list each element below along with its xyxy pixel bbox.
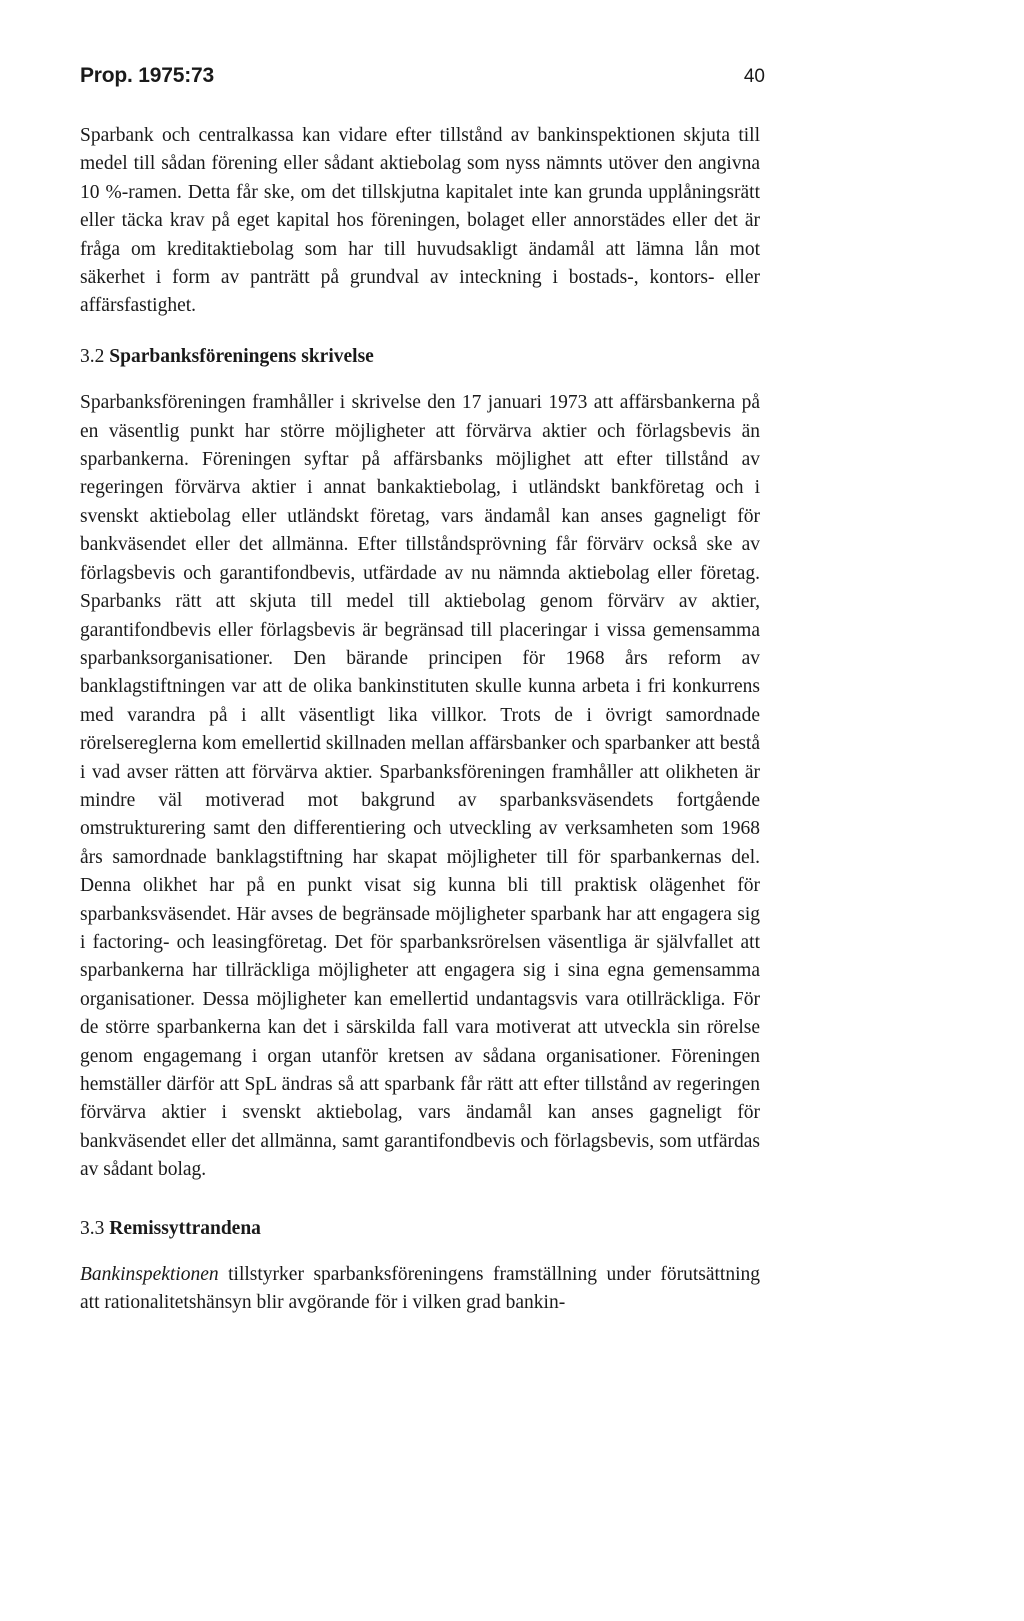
- section-number: 3.2: [80, 345, 105, 367]
- paragraph-intro: Sparbank och centralkassa kan vidare efter tillstånd av bankinspektionen skjuta till medel till sådan förening eller sådant aktiebolag som nyss nämnts utöver den angivna 10 %-ramen. Detta får ske, om det tillskjutna kapitalet inte kan grunda upplåningsrätt eller täcka krav på eget kapital hos föreningen, bolaget eller annorstädes eller det är fråga om kreditaktiebolag som har till huvudsakligt ändamål att lämna lån mot säkerhet i form av panträtt på grundval av inteckning i bostads-, kontors- eller affärsfastighet.: [80, 125, 760, 317]
- italic-term: Bankinspektionen: [80, 1264, 219, 1286]
- document-page: [80, 64, 765, 1318]
- document-reference: Prop. 1975:73: [80, 64, 214, 87]
- section-number: 3.3: [80, 1217, 105, 1239]
- section-heading-3-3: [80, 1215, 760, 1243]
- paragraph-text: tillstyrker sparbanksföreningens framställning under förutsättning att rationalitetshänsyn blir avgörande för i vilken grad bankin-: [80, 1264, 760, 1314]
- paragraph-section-3-2: Sparbanksföreningen framhåller i skrivelse den 17 januari 1973 att affärsbankerna på en väsentlig punkt har större möjligheter att förvärva aktier och förlagsbevis än sparbankerna. Föreningen syftar på affärsbanks möjlighet att efter tillstånd av regeringen förvärva aktier i annat bankaktiebolag, i utländskt bankföretag och i svenskt aktiebolag eller utländskt företag, vars ändamål kan anses gagneligt för bankväsendet eller det allmänna. Efter tillståndsprövning får förvärv också ske av förlagsbevis och garantifondbevis, utfärdade av nu nämnda aktiebolag eller företag. Sparbanks rätt att skjuta till medel till aktiebolag genom förvärv av aktier, garantifondbevis eller förlagsbevis är begränsad till placeringar i vissa gemensamma sparbanksorganisationer. Den bärande principen för 1968 års reform av banklagstiftningen var att de olika bankinstituten skulle kunna arbeta i fri konkurrens med varandra på i allt väsentligt lika villkor. Trots de i övrigt samordnade rörelsereglerna kom emellertid skillnaden mellan affärsbanker och sparbanker att bestå i vad avser rätten att förvärva aktier. Sparbanksföreningen framhåller att olikheten är mindre väl motiverad mot bakgrund av sparbanksväsendets fortgående omstrukturering samt den differentiering och utveckling av verksamheten som 1968 års samordnade banklagstiftning har skapat möjligheter till för sparbankernas del. Denna olikhet har på en punkt visat sig kunna bli till praktisk olägenhet för sparbanksväsendet. Här avses de begränsade möjligheter sparbank har att engagera sig i factoring- och leasingföretag. Det för sparbanksrörelsen väsentliga är självfallet att sparbankerna har tillräckliga möjligheter att engagera sig i sina egna gemensamma organisationer. Dessa möjligheter kan emellertid undantagsvis vara otillräckliga. För de större sparbankerna kan det i särskilda fall vara motiverat att utveckla sin rörelse genom engagemang i organ utanför kretsen av sådana organisationer. Föreningen hemställer därför att SpL ändras så att sparbank får rätt att efter tillstånd av regeringen förvärva aktier i svenskt aktiebolag, vars ändamål kan anses gagneligt för bankväsendet eller det allmänna, samt garantifondbevis och förlagsbevis, som utfärdas av sådant bolag.: [80, 392, 760, 1181]
- page-number: 40: [743, 66, 765, 87]
- section-title: Remissyttrandena: [109, 1217, 261, 1239]
- section-heading-3-2: [80, 343, 760, 371]
- section-title: Sparbanksföreningens skrivelse: [109, 345, 374, 367]
- page-header: [80, 64, 765, 100]
- paragraph-section-3-3: [80, 1261, 760, 1318]
